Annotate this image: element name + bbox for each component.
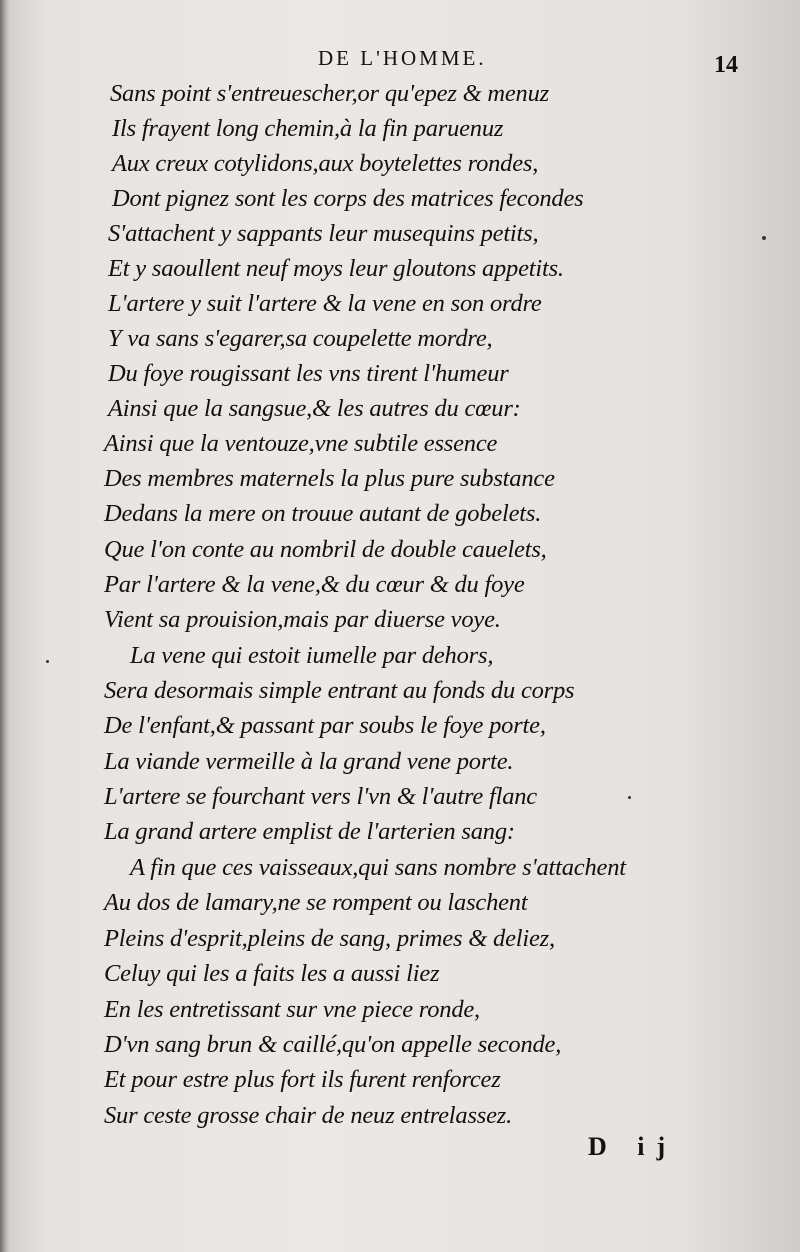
verse-line: D'vn sang brun & caillé,qu'on appelle seconde, — [104, 1031, 562, 1058]
verse-line: Dont pignez sont les corps des matrices fecondes — [112, 185, 584, 212]
verse-line: Ainsi que la sangsue,& les autres du cœur: — [108, 395, 521, 422]
verse-line: La grand artere emplist de l'arterien sang: — [104, 818, 515, 845]
verse-line: En les entretissant sur vne piece ronde, — [104, 996, 480, 1023]
verse-line: A fin que ces vaisseaux,qui sans nombre s'attachent — [130, 854, 626, 881]
verse-line: L'artere se fourchant vers l'vn & l'autre flanc — [104, 783, 537, 810]
verse-line: Vient sa prouision,mais par diuerse voye. — [104, 606, 501, 633]
verse-line: Y va sans s'egarer,sa coupelette mordre, — [108, 325, 493, 352]
verse-line: Dedans la mere on trouue autant de gobelets. — [104, 500, 542, 527]
ink-speck — [628, 796, 631, 799]
verse-line: Aux creux cotylidons,aux boytelettes rondes, — [112, 150, 539, 177]
verse-line: Au dos de lamary,ne se rompent ou laschent — [104, 889, 528, 916]
verse-line: Sans point s'entreuescher,or qu'epez & menuz — [110, 80, 549, 107]
verse-line: Celuy qui les a faits les a aussi liez — [104, 960, 440, 987]
ink-speck — [762, 236, 766, 240]
ink-speck — [46, 660, 49, 663]
page-number: 14 — [714, 52, 738, 78]
signature-mark: D ij — [588, 1132, 678, 1161]
verse-line: Sur ceste grosse chair de neuz entrelassez. — [104, 1102, 513, 1129]
verse-line: De l'enfant,& passant par soubs le foye porte, — [104, 712, 546, 739]
verse-line: La viande vermeille à la grand vene porte. — [104, 748, 514, 775]
verse-line: Et y saoullent neuf moys leur gloutons appetits. — [108, 255, 564, 282]
verse-line: Que l'on conte au nombril de double cauelets, — [104, 536, 547, 563]
verse-line: Pleins d'esprit,pleins de sang, primes & deliez, — [104, 925, 555, 952]
verse-line: Et pour estre plus fort ils furent renforcez — [104, 1066, 501, 1093]
verse-line: Du foye rougissant les vns tirent l'humeur — [108, 360, 509, 387]
verse-line: Des membres maternels la plus pure substance — [104, 465, 555, 492]
verse-line: Par l'artere & la vene,& du cœur & du foye — [104, 571, 525, 598]
verse-line: Ainsi que la ventouze,vne subtile essence — [104, 430, 498, 457]
verse-line: L'artere y suit l'artere & la vene en son ordre — [108, 290, 542, 317]
verse-line: Ils frayent long chemin,à la fin paruenuz — [112, 115, 504, 142]
verse-line: S'attachent y sappants leur musequins petits, — [108, 220, 539, 247]
bleed-through-text — [690, 70, 800, 1150]
verse-line: Sera desormais simple entrant au fonds du corps — [104, 677, 575, 704]
running-head: DE L'HOMME. — [318, 46, 487, 70]
verse-line: La vene qui estoit iumelle par dehors, — [130, 642, 494, 669]
binding-shadow — [0, 0, 10, 1252]
